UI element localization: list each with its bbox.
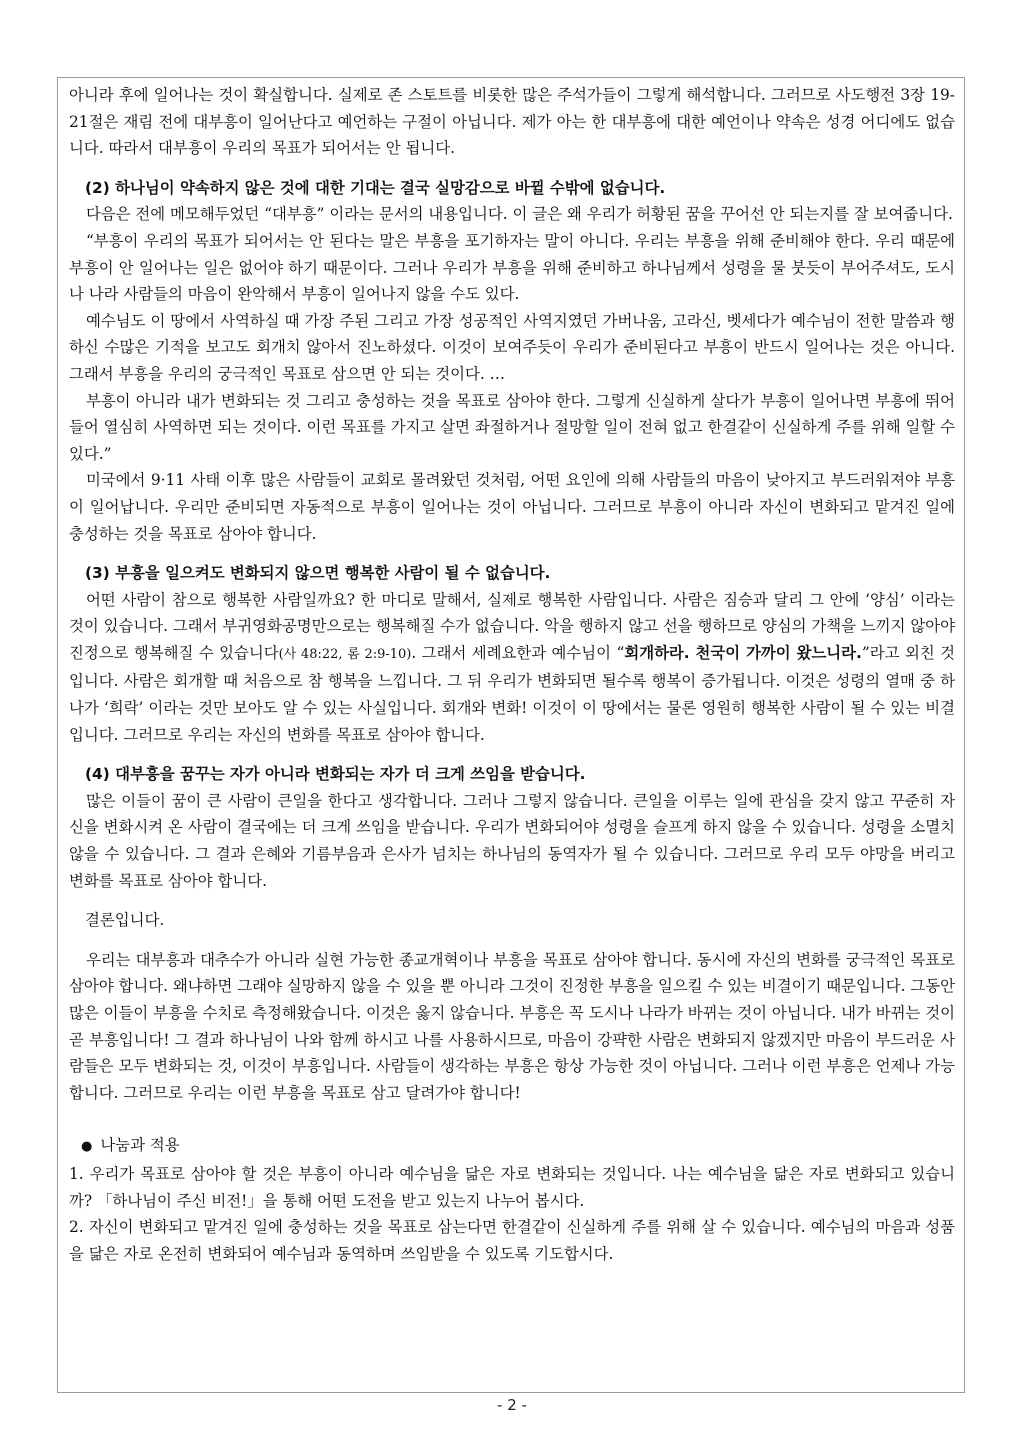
section-3-paragraph [69, 587, 955, 749]
scripture-reference: (사 48:22, 롬 2:9-10) [278, 646, 412, 662]
section-2-heading: (2) 하나님이 약속하지 않은 것에 대한 기대는 결국 실망감으로 바뀔 수밖에 없습니다. [85, 178, 666, 197]
sharing-heading-text: 나눔과 적용 [100, 1136, 180, 1155]
conclusion-paragraph: 우리는 대부흥과 대추수가 아니라 실현 가능한 종교개혁이나 부흥을 목표로 삼아야 합니다. 동시에 자신의 변화를 궁극적인 목표로 삼아야 합니다. 왜냐하면 그래야 실망하지 않을 수 있을 뿐 아니라 그것이 진정한 부흥을 일으킬 수 있는 비결이기 때문입니다. 그동안 많은 이들이 부흥을 수치로 측정해왔습니다. 이것은 옳지 않습니다. 부흥은 꼭 도시나 나라가 바뀌는 것이 아닙니다. 내가 바뀌는 것이 곧 부흥입니다! 그 결과 하나님이 나와 함께 하시고 나를 사용하시므로, 마음이 강퍅한 사람은 변화되지 않겠지만 마음이 부드러운 사람들은 모두 변화되는 것, 이것이 부흥입니다. 사람들이 생각하는 부흥은 항상 가능한 것이 아닙니다. 그러나 이런 부흥은 언제나 가능합니다. 그러므로 우리는 이런 부흥을 목표로 삼고 달려가야 합니다! [69, 950, 955, 1102]
section-3-text-b: . 그래서 세례요한과 예수님이 “ [411, 643, 625, 662]
page-number: - 2 - [497, 1396, 527, 1414]
section-4-heading: (4) 대부흥을 꿈꾸는 자가 아니라 변화되는 자가 더 크게 쓰임을 받습니다. [85, 765, 586, 784]
section-3-text-a: 어떤 사람이 참으로 행복한 사람일까요? 한 마디로 말해서, 실제로 행복한 사람입니다. 사람은 짐승과 달리 그 안에 ‘양심’ 이라는 것이 있습니다. 그래서 부귀영화공명만으로는 행복해질 수가 없습니다. 악을 행하지 않고 선을 행하므로 양심의 가책을 느끼지 않아야 진정으로 행복해질 수 있습니다 [69, 590, 956, 662]
intro-paragraph: 아니라 후에 일어나는 것이 확실합니다. 실제로 존 스토트를 비롯한 많은 주석가들이 그렇게 해석합니다. 그러므로 사도행전 3장 19-21절은 재림 전에 대부흥이 일어난다고 예언하는 구절이 아닙니다. 제가 아는 한 대부흥에 대한 예언이나 약속은 성경 어디에도 없습니다. 따라서 대부흥이 우리의 목표가 되어서는 안 됩니다. [69, 86, 955, 158]
section-2-paragraph: 다음은 전에 메모해두었던 “대부흥” 이라는 문서의 내용입니다. 이 글은 왜 우리가 허황된 꿈을 꾸어선 안 되는지를 잘 보여줍니다. [85, 205, 953, 224]
sharing-heading [69, 1132, 955, 1161]
sharing-item: 2. 자신이 변화되고 맡겨진 일에 충성하는 것을 목표로 삼는다면 한결같이 신실하게 주를 위해 살 수 있습니다. 예수님의 마음과 성품을 닮은 자로 온전히 변화되어 예수님과 동역하며 쓰임받을 수 있도록 기도합시다. [69, 1218, 955, 1263]
section-2-quote: 예수님도 이 땅에서 사역하실 때 가장 주된 그리고 가장 성공적인 사역지였던 가버나움, 고라신, 벳세다가 예수님이 전한 말씀과 행하신 수많은 기적을 보고도 회개치 않아서 진노하셨다. 이것이 보여주듯이 우리가 준비된다고 부흥이 반드시 일어나는 것은 아니다. 그래서 부흥을 우리의 궁극적인 목표로 삼으면 안 되는 것이다. … [69, 311, 955, 383]
bullet-icon: ● [81, 1139, 93, 1155]
section-3-text-c: ”라고 외친 것입니다. 사람은 회개할 때 처음으로 참 행복을 느낍니다. 그 뒤 우리가 변화되면 될수록 행복이 증가됩니다. 이것은 성령의 열매 중 하나가 ‘희락’ 이라는 것만 보아도 알 수 있는 사실입니다. 회개와 변화! 이것이 이 땅에서는 물론 영원히 행복한 사람이 될 수 있는 비결입니다. 그러므로 우리는 자신의 변화를 목표로 삼아야 합니다. [69, 643, 955, 744]
document-body [69, 82, 955, 1267]
section-3-heading: (3) 부흥을 일으켜도 변화되지 않으면 행복한 사람이 될 수 없습니다. [85, 564, 551, 583]
sharing-item: 1. 우리가 목표로 삼아야 할 것은 부흥이 아니라 예수님을 닮은 자로 변화되는 것입니다. 나는 예수님을 닮은 자로 변화되고 있습니까? 「하나님이 주신 비전!」을 통해 어떤 도전을 받고 있는지 나누어 봅시다. [69, 1164, 955, 1210]
section-2-paragraph: 미국에서 9·11 사태 이후 많은 사람들이 교회로 몰려왔던 것처럼, 어떤 요인에 의해 사람들의 마음이 낮아지고 부드러워져야 부흥이 일어납니다. 우리만 준비되면 자동적으로 부흥이 일어나는 것이 아닙니다. 그러므로 부흥이 아니라 자신이 변화되고 맡겨진 일에 충성하는 것을 목표로 삼아야 합니다. [69, 471, 955, 543]
section-4-paragraph: 많은 이들이 꿈이 큰 사람이 큰일을 한다고 생각합니다. 그러나 그렇지 않습니다. 큰일을 이루는 일에 관심을 갖지 않고 꾸준히 자신을 변화시켜 온 사람이 결국에는 더 크게 쓰임을 받습니다. 우리가 변화되어야 성령을 슬프게 하지 않을 수 있습니다. 성령을 소멸치 않을 수 있습니다. 그 결과 은혜와 기름부음과 은사가 넘치는 하나님의 동역자가 될 수 있습니다. 그러므로 우리 모두 야망을 버리고 변화를 목표로 삼아야 합니다. [69, 791, 955, 890]
conclusion-heading: 결론입니다. [85, 911, 165, 930]
bold-quote: 회개하라. 천국이 가까이 왔느니라. [624, 643, 862, 662]
section-2-quote: 부흥이 아니라 내가 변화되는 것 그리고 충성하는 것을 목표로 삼아야 한다. 그렇게 신실하게 살다가 부흥이 일어나면 부흥에 뛰어들어 열심히 사역하면 되는 것이다. 이런 목표를 가지고 살면 좌절하거나 절망할 일이 전혀 없고 한결같이 신실하게 주를 위해 일할 수 있다.” [69, 391, 955, 463]
section-2-quote: “부흥이 우리의 목표가 되어서는 안 된다는 말은 부흥을 포기하자는 말이 아니다. 우리는 부흥을 위해 준비해야 한다. 우리 때문에 부흥이 안 일어나는 일은 없어야 하기 때문이다. 그러나 우리가 부흥을 위해 준비하고 하나님께서 성령을 물 붓듯이 부어주셔도, 도시나 나라 사람들의 마음이 완악해서 부흥이 일어나지 않을 수도 있다. [69, 231, 955, 304]
